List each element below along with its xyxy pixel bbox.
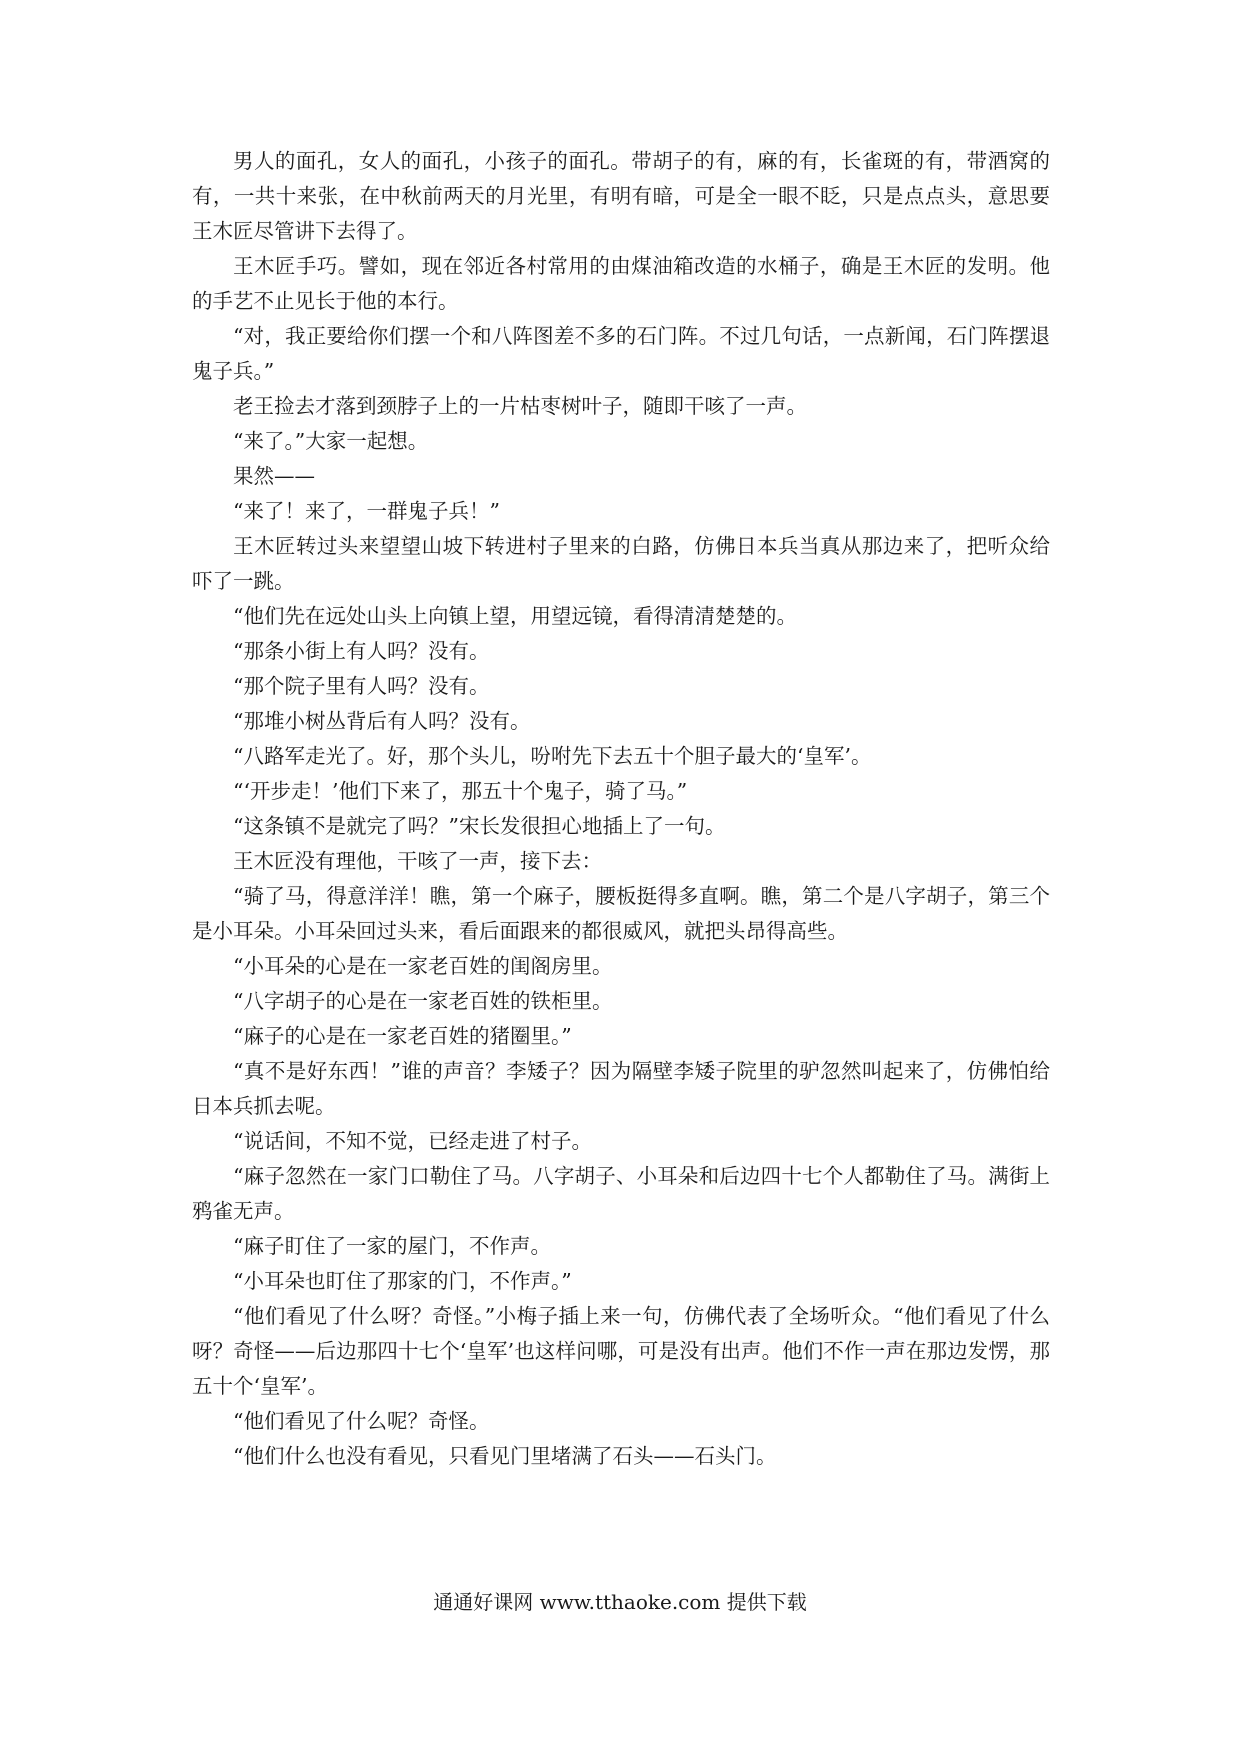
paragraph: “小耳朵也盯住了那家的门，不作声。” — [233, 1269, 572, 1293]
paragraph: “八路军走光了。好，那个头儿，吩咐先下去五十个胆子最大的‘皇军’。 — [233, 744, 872, 768]
paragraph: “小耳朵的心是在一家老百姓的闺阁房里。 — [233, 954, 613, 978]
paragraph: “他们看见了什么呀？奇怪。”小梅子插上来一句，仿佛代表了全场听众。“他们看见了什么呀？奇怪——后边那四十七个‘皇军’也这样问哪，可是没有出声。他们不作一声在那边发愣，那五十个‘皇军’。 — [192, 1304, 1050, 1398]
paragraph: “‘开步走！’他们下来了，那五十个鬼子，骑了马。” — [233, 779, 688, 803]
document-body — [192, 144, 1050, 1474]
paragraph: 王木匠手巧。譬如，现在邻近各村常用的由煤油箱改造的水桶子，确是王木匠的发明。他的手艺不止见长于他的本行。 — [192, 254, 1050, 313]
paragraph: “那条小街上有人吗？没有。 — [233, 639, 490, 663]
paragraph: “来了。”大家一起想。 — [233, 429, 429, 453]
paragraph: 老王捡去才落到颈脖子上的一片枯枣树叶子，随即干咳了一声。 — [233, 394, 807, 418]
paragraph: “说话间，不知不觉，已经走进了村子。 — [233, 1129, 592, 1153]
page-footer — [0, 1586, 1240, 1615]
paragraph: 果然—— — [233, 464, 315, 488]
paragraph: “对，我正要给你们摆一个和八阵图差不多的石门阵。不过几句话，一点新闻，石门阵摆退鬼子兵。” — [192, 324, 1050, 383]
paragraph: “他们什么也没有看见，只看见门里堵满了石头——石头门。 — [233, 1444, 777, 1468]
paragraph: “真不是好东西！”谁的声音？李矮子？因为隔壁李矮子院里的驴忽然叫起来了，仿佛怕给日本兵抓去呢。 — [192, 1059, 1050, 1118]
paragraph: “他们看见了什么呢？奇怪。 — [233, 1409, 490, 1433]
paragraph: “骑了马，得意洋洋！瞧，第一个麻子，腰板挺得多直啊。瞧，第二个是八字胡子，第三个是小耳朵。小耳朵回过头来，看后面跟来的都很威风，就把头昂得高些。 — [192, 884, 1050, 943]
footer-text: 通通好课网 www.tthaoke.com 提供下载 — [433, 1590, 807, 1614]
paragraph: “那堆小树丛背后有人吗？没有。 — [233, 709, 531, 733]
paragraph: “那个院子里有人吗？没有。 — [233, 674, 490, 698]
paragraph: 男人的面孔，女人的面孔，小孩子的面孔。带胡子的有，麻的有，长雀斑的有，带酒窝的有，一共十来张，在中秋前两天的月光里，有明有暗，可是全一眼不眨，只是点点头，意思要王木匠尽管讲下去得了。 — [192, 149, 1050, 243]
paragraph: “麻子的心是在一家老百姓的猪圈里。” — [233, 1024, 572, 1048]
paragraph: 王木匠没有理他，干咳了一声，接下去： — [233, 849, 602, 873]
paragraph: “麻子忽然在一家门口勒住了马。八字胡子、小耳朵和后边四十七个人都勒住了马。满街上鸦雀无声。 — [192, 1164, 1050, 1223]
paragraph: 王木匠转过头来望望山坡下转进村子里来的白路，仿佛日本兵当真从那边来了，把听众给吓了一跳。 — [192, 534, 1050, 593]
paragraph: “八字胡子的心是在一家老百姓的铁柜里。 — [233, 989, 613, 1013]
paragraph: “这条镇不是就完了吗？”宋长发很担心地插上了一句。 — [233, 814, 726, 838]
paragraph: “来了！来了，一群鬼子兵！” — [233, 499, 500, 523]
paragraph: “麻子盯住了一家的屋门，不作声。 — [233, 1234, 551, 1258]
paragraph: “他们先在远处山头上向镇上望，用望远镜，看得清清楚楚的。 — [233, 604, 797, 628]
